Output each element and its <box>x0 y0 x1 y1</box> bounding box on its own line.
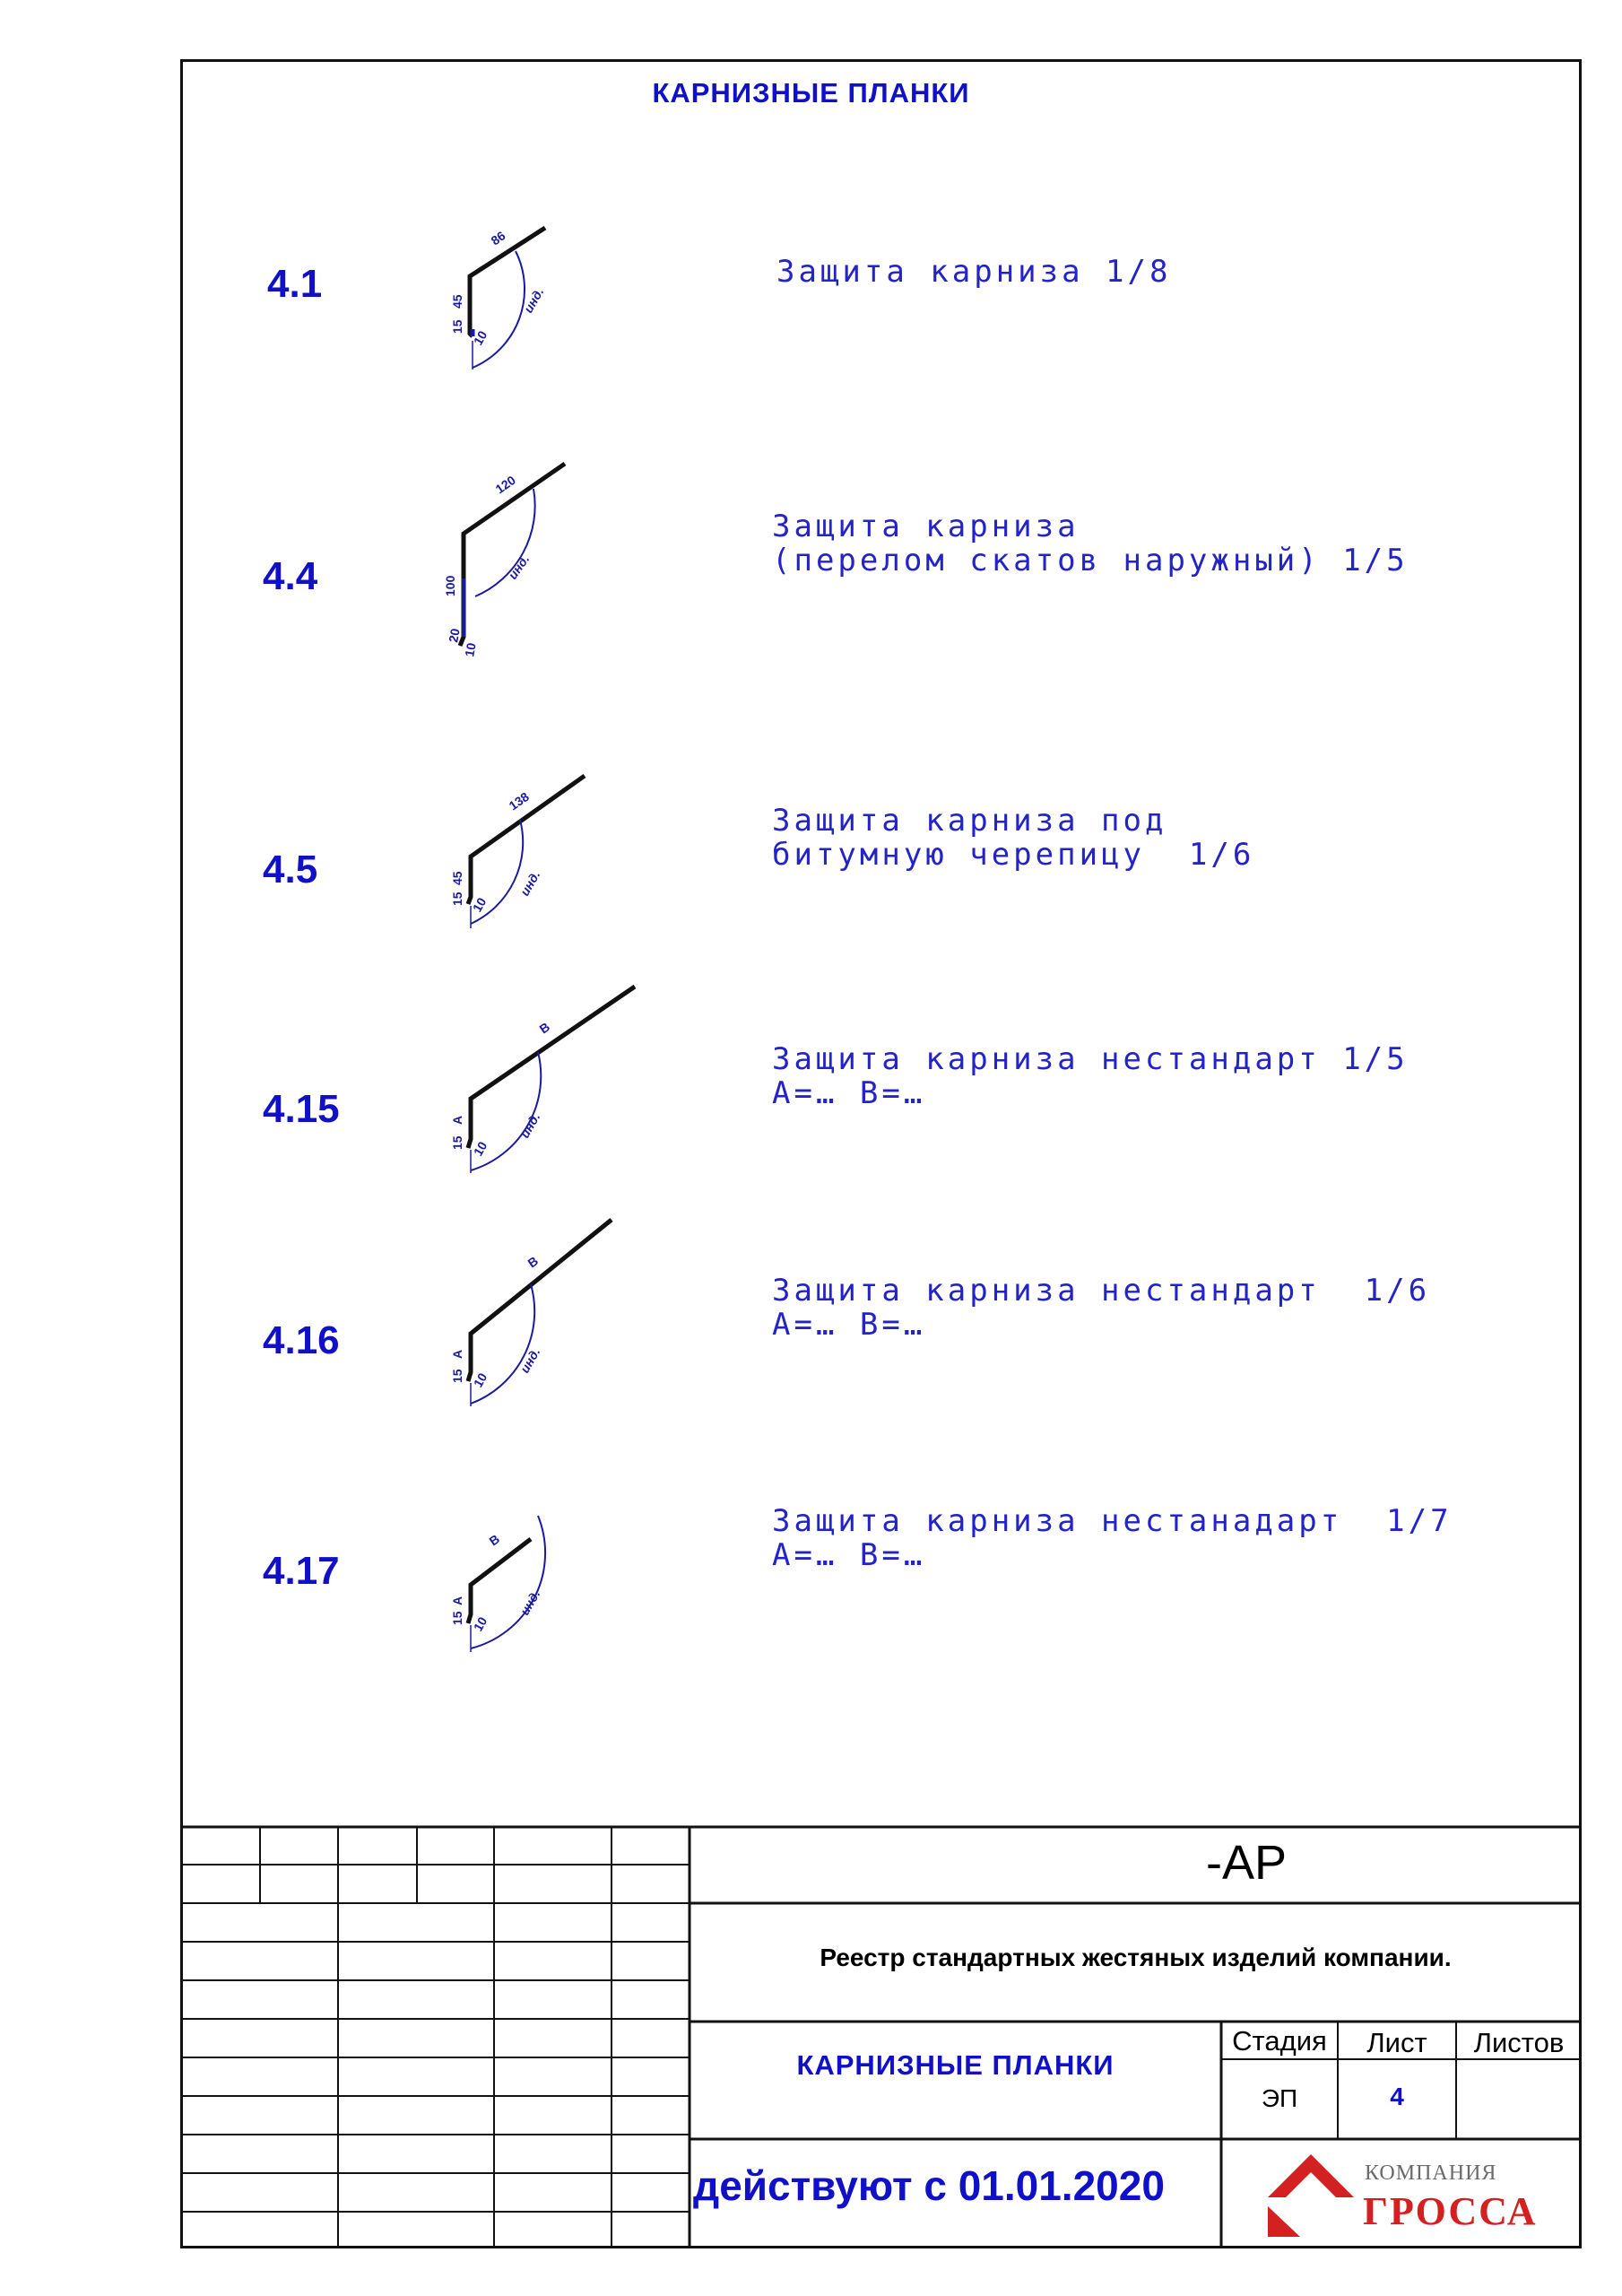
sheet-title: КАРНИЗНЫЕ ПЛАНКИ <box>796 2049 1115 2081</box>
item-code: 4.4 <box>263 554 318 598</box>
dim-top: B <box>486 1531 503 1549</box>
dim-bend: 10 <box>470 328 490 348</box>
dim-individual: инд. <box>516 867 543 899</box>
dim-top: 120 <box>492 472 518 497</box>
valid-from: действуют с 01.01.2020 <box>693 2162 1165 2209</box>
dim-top: 138 <box>506 788 532 813</box>
item-description: Защита карниза под битумную черепицу 1/6 <box>772 803 1255 873</box>
dim-top: B <box>536 1019 553 1037</box>
project-code: -АР <box>1206 1836 1288 1890</box>
dim-bend: 10 <box>470 1139 490 1159</box>
item-description: Защита карниза нестандарт 1/6 A=… B=… <box>772 1273 1431 1343</box>
dim-bend: 10 <box>469 895 490 915</box>
item-description: Защита карниза (перелом скатов наружный) 1/5 <box>772 509 1409 578</box>
dim-individual: инд. <box>520 284 547 316</box>
stage-label: Стадия <box>1232 2025 1327 2057</box>
page-title: КАРНИЗНЫЕ ПЛАНКИ <box>652 77 970 109</box>
dim-individual: инд. <box>516 1109 543 1141</box>
house-roof-icon <box>1266 2151 1356 2240</box>
dim-hook: 20 <box>446 627 463 644</box>
item-code: 4.17 <box>263 1549 340 1593</box>
dim-individual: инд. <box>516 1587 543 1618</box>
sheets-label: Листов <box>1473 2027 1565 2058</box>
dim-hook: 15 <box>450 891 464 906</box>
dim-vertical: A <box>450 1115 464 1125</box>
item-description: Защита карниза нестандарт 1/5 A=… B=… <box>772 1041 1409 1111</box>
dim-bend: 10 <box>470 1370 490 1390</box>
sheet-value: 4 <box>1390 2083 1404 2110</box>
dim-hook: 15 <box>450 319 464 334</box>
dim-individual: инд. <box>516 1344 543 1376</box>
item-code: 4.16 <box>263 1318 340 1362</box>
dim-bend: 10 <box>462 641 479 658</box>
dim-hook: 15 <box>450 1611 464 1625</box>
logo-line1: КОМПАНИЯ <box>1365 2161 1497 2185</box>
dim-top: 86 <box>488 228 508 248</box>
sheet-label: Лист <box>1366 2027 1427 2058</box>
item-code: 4.5 <box>263 848 318 891</box>
dim-hook: 15 <box>450 1369 464 1383</box>
dim-vertical: A <box>450 1349 464 1359</box>
item-description: Защита карниза нестанадарт 1/7 A=… B=… <box>772 1503 1453 1573</box>
dim-vertical: 100 <box>443 575 457 596</box>
dim-bend: 10 <box>470 1614 490 1634</box>
dim-vertical: 45 <box>450 294 464 309</box>
dim-vertical: 45 <box>450 871 464 885</box>
item-description: Защита карниза 1/8 <box>776 254 1172 290</box>
dim-top: B <box>525 1253 542 1271</box>
item-code: 4.1 <box>267 262 323 306</box>
item-code: 4.15 <box>263 1087 340 1131</box>
dim-individual: инд. <box>505 552 533 582</box>
stage-value: ЭП <box>1261 2084 1298 2112</box>
registry-title: Реестр стандартных жестяных изделий компании. <box>820 1944 1452 1971</box>
dim-vertical: A <box>450 1596 464 1605</box>
logo-line2: ГРОССА <box>1363 2189 1538 2233</box>
dim-hook: 15 <box>450 1135 464 1150</box>
